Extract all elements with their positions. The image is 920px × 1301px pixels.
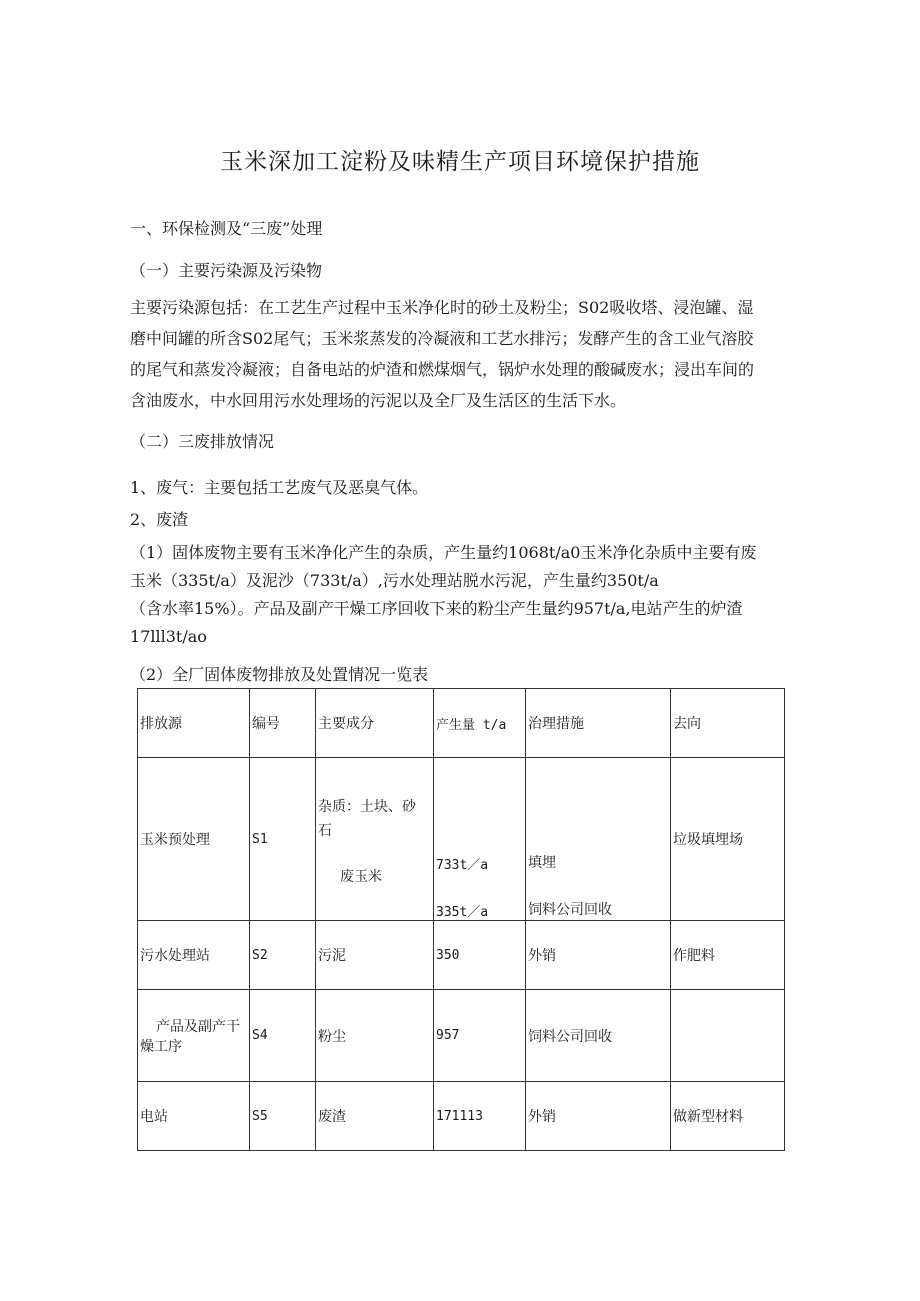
section-heading-1: 一、环保检测及“三废”处理 xyxy=(130,219,323,238)
header-cell: 去向 xyxy=(671,689,785,758)
code-cell: S1 xyxy=(250,758,316,921)
paragraph-line: 玉米（335t∕a）及泥沙（733t∕a）,污水处理站脱水污泥，产生量约350t∕a xyxy=(130,571,659,590)
table-header-row xyxy=(138,689,785,758)
component-text: 废玉米 xyxy=(340,869,382,885)
measure-cell xyxy=(526,758,671,921)
measure-cell: 饲料公司回收 xyxy=(526,990,671,1082)
component-text: 杂质：土块、砂 xyxy=(318,799,416,815)
measure-cell: 外销 xyxy=(526,1082,671,1151)
code-cell: S4 xyxy=(250,990,316,1082)
amount-cell: 350 xyxy=(434,921,526,990)
paragraph-line: 主要污染源包括：在工艺生产过程中玉米净化时的砂土及粉尘；S02吸收塔、浸泡罐、湿 xyxy=(130,298,754,317)
paragraph-line: 17lll3t∕ao xyxy=(130,627,207,646)
source-cell: 污水处理站 xyxy=(138,921,250,990)
paragraph-line: 的尾气和蒸发冷凝液；自备电站的炉渣和燃煤烟气，锅炉水处理的酸碱废水；浸出车间的 xyxy=(130,360,755,379)
table-row xyxy=(138,1082,785,1151)
list-item-exhaust: 1、废气：主要包括工艺废气及恶臭气体。 xyxy=(130,478,429,497)
paragraph-line: 含油废水，中水回用污水处理场的污泥以及全厂及生活区的生活下水。 xyxy=(130,391,627,410)
component-text: 石 xyxy=(318,823,332,839)
code-cell: S5 xyxy=(250,1082,316,1151)
measure-text: 饲料公司回收 xyxy=(528,902,612,918)
header-cell: 治理措施 xyxy=(526,689,671,758)
pollution-sources-paragraph xyxy=(130,292,792,416)
table-row xyxy=(138,921,785,990)
list-item-waste-residue: 2、废渣 xyxy=(130,510,189,529)
paragraph-line: （1）固体废物主要有玉米净化产生的杂质，产生量约1068t∕a0玉米净化杂质中主要有废 xyxy=(130,543,757,562)
source-text: 燥工序 xyxy=(140,1038,182,1055)
subsection-heading-2: （二）三废排放情况 xyxy=(130,432,275,451)
table-row xyxy=(138,758,785,921)
measure-cell: 外销 xyxy=(526,921,671,990)
solid-waste-table xyxy=(137,688,785,1151)
subsection-heading-1: （一）主要污染源及污染物 xyxy=(130,261,323,280)
amount-cell: 957 xyxy=(434,990,526,1082)
amount-cell xyxy=(434,758,526,921)
amount-cell: 171113 xyxy=(434,1082,526,1151)
destination-cell: 垃圾填埋场 xyxy=(671,758,785,921)
header-cell: 主要成分 xyxy=(316,689,434,758)
source-cell xyxy=(138,990,250,1082)
component-cell: 废渣 xyxy=(316,1082,434,1151)
destination-cell: 做新型材料 xyxy=(671,1082,785,1151)
table-row xyxy=(138,990,785,1082)
component-cell: 污泥 xyxy=(316,921,434,990)
source-cell: 电站 xyxy=(138,1082,250,1151)
header-cell: 产生量 t/a xyxy=(434,689,526,758)
amount-text: 733t／a xyxy=(436,858,489,873)
solid-waste-paragraph xyxy=(130,539,792,651)
destination-cell: 作肥料 xyxy=(671,921,785,990)
paragraph-line: （含水率15%）。产品及副产干燥工序回收下来的粉尘产生量约957t∕a,电站产生的炉渣 xyxy=(130,599,743,618)
code-cell: S2 xyxy=(250,921,316,990)
destination-cell xyxy=(671,990,785,1082)
header-cell: 编号 xyxy=(250,689,316,758)
table-caption: （2）全厂固体废物排放及处置情况一览表 xyxy=(130,665,429,684)
paragraph-line: 磨中间罐的所含S02尾气；玉米浆蒸发的冷凝液和工艺水排污；发酵产生的含工业气溶胶 xyxy=(130,329,754,348)
measure-text: 填埋 xyxy=(528,855,556,871)
source-text: 产品及副产干 xyxy=(156,1018,240,1035)
source-cell: 玉米预处理 xyxy=(138,758,250,921)
component-cell: 粉尘 xyxy=(316,990,434,1082)
document-title: 玉米深加工淀粉及味精生产项目环境保护措施 xyxy=(220,149,700,175)
component-cell xyxy=(316,758,434,921)
header-cell: 排放源 xyxy=(138,689,250,758)
amount-text: 335t／a xyxy=(436,905,489,920)
